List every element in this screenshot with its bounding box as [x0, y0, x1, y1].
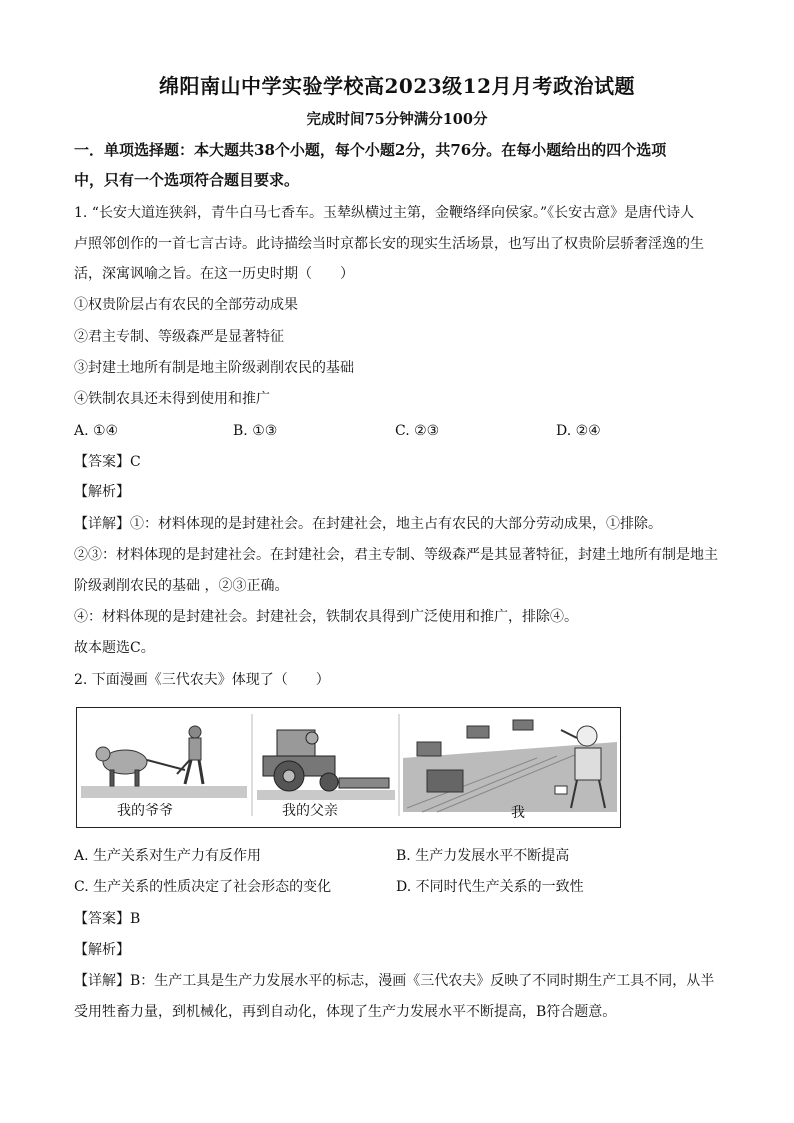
q1-conclusion: 故本题选C。 — [74, 640, 155, 656]
q1-item-4: ④铁制农具还未得到使用和推广 — [74, 391, 270, 407]
q1-stem-line1: 1. “长安大道连狭斜，青牛白马七香车。玉辇纵横过主第，金鞭络绎向侯家。”《长安古意》是唐代诗人 — [74, 205, 695, 221]
q2-option-b: B. 生产力发展水平不断提高 — [396, 848, 570, 864]
q1-option-d: D. ②④ — [556, 423, 601, 439]
q2-detail-line1: 【详解】B：生产工具是生产力发展水平的标志，漫画《三代农夫》反映了不同时期生产工具不同，从半 — [74, 973, 715, 989]
q2-option-d: D. 不同时代生产关系的一致性 — [396, 879, 584, 895]
q2-option-c: C. 生产关系的性质决定了社会形态的变化 — [74, 879, 332, 895]
q1-option-c: C. ②③ — [395, 423, 440, 439]
automated-farm-panel — [403, 720, 617, 812]
q1-detail-line4: ④：材料体现的是封建社会。封建社会，铁制农具得到广泛使用和推广，排除④。 — [74, 609, 578, 625]
three-generations-farmer-comic — [76, 707, 621, 828]
q2-analysis-label: 【解析】 — [74, 942, 130, 958]
q1-detail-line2: ②③：材料体现的是封建社会。在封建社会，君主专制、等级森严是其显著特征，封建土地所有制是地主 — [74, 547, 718, 563]
q1-stem-line2: 卢照邻创作的一首七言古诗。此诗描绘当时京都长安的现实生活场景，也写出了权贵阶层骄奢淫逸的生 — [74, 236, 704, 252]
q2-detail-line2: 受用牲畜力量，到机械化，再到自动化，体现了生产力发展水平不断提高，B符合题意。 — [74, 1004, 617, 1020]
q1-answer: 【答案】C — [74, 454, 141, 470]
comic-caption-me: 我 — [511, 805, 525, 821]
ox-plough-panel — [81, 726, 247, 798]
section-instruction-line1: 一．单项选择题：本大题共38个小题，每个小题2分，共76分。在每小题给出的四个选项 — [74, 141, 667, 159]
q1-option-b: B. ①③ — [233, 423, 278, 439]
page-subtitle: 完成时间75分钟满分100分 — [306, 111, 488, 128]
comic-caption-grandfather: 我的爷爷 — [117, 803, 173, 819]
q2-answer: 【答案】B — [74, 911, 141, 927]
page-title: 绵阳南山中学实验学校高2023级12月月考政治试题 — [159, 74, 635, 98]
q1-detail-line3: 阶级剥削农民的基础 ，②③正确。 — [74, 578, 289, 594]
q1-analysis-label: 【解析】 — [74, 484, 130, 500]
q1-option-a: A. ①④ — [74, 423, 119, 439]
q1-item-1: ①权贵阶层占有农民的全部劳动成果 — [74, 297, 298, 313]
section-instruction-line2: 中，只有一个选项符合题目要求。 — [74, 171, 300, 189]
q1-stem-line3: 活，深寓讽喻之旨。在这一历史时期（ ） — [74, 266, 354, 282]
q1-item-3: ③封建土地所有制是地主阶级剥削农民的基础 — [74, 360, 354, 376]
q1-detail-line1: 【详解】①：材料体现的是封建社会。在封建社会，地主占有农民的大部分劳动成果，①排除。 — [74, 516, 662, 532]
q2-stem: 2. 下面漫画《三代农夫》体现了（ ） — [74, 672, 330, 688]
q1-item-2: ②君主专制、等级森严是显著特征 — [74, 329, 284, 345]
tractor-panel — [257, 730, 395, 800]
comic-caption-father: 我的父亲 — [282, 803, 338, 819]
q2-option-a: A. 生产关系对生产力有反作用 — [74, 848, 262, 864]
